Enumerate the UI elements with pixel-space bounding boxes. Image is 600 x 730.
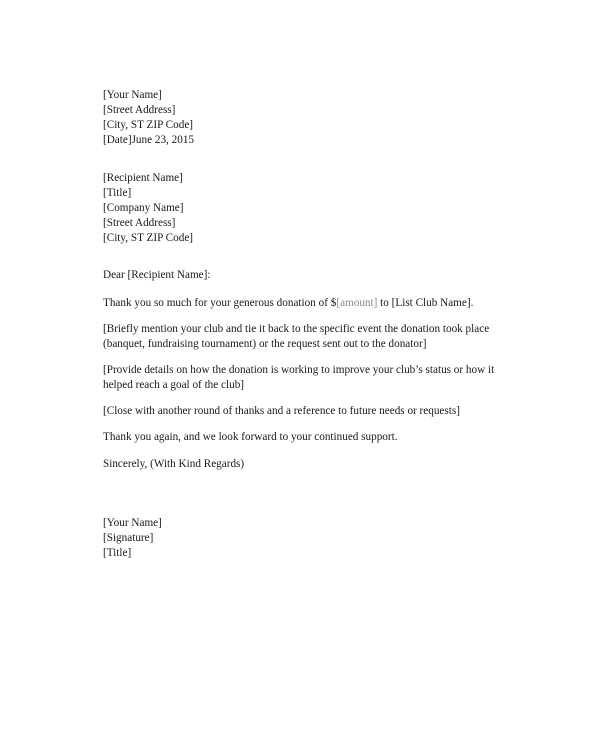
donation-text-after: to [List Club Name]. — [377, 297, 474, 309]
recipient-name: [Recipient Name] — [103, 172, 183, 184]
salutation: Dear [Recipient Name]: — [103, 269, 211, 281]
closing: Sincerely, (With Kind Regards) — [103, 458, 245, 470]
letter-date: [Date]June 23, 2015 — [103, 134, 195, 146]
paragraph-donation-thanks — [103, 296, 473, 311]
signature-line: [Signature] — [103, 532, 154, 544]
sender-name: [Your Name] — [103, 89, 162, 101]
signature-name: [Your Name] — [103, 517, 162, 529]
paragraph-event-line2: (banquet, fundraising tournament) or the request sent out to the donator] — [103, 338, 427, 350]
sender-street: [Street Address] — [103, 104, 176, 116]
recipient-city: [City, ST ZIP Code] — [103, 232, 194, 244]
donation-text-before: Thank you so much for your generous donation of $ — [103, 297, 337, 309]
signature-title: [Title] — [103, 547, 132, 559]
paragraph-event-line1: [Briefly mention your club and tie it back to the specific event the donation took place — [103, 323, 490, 335]
recipient-company: [Company Name] — [103, 202, 184, 214]
paragraph-details-line1: [Provide details on how the donation is working to improve your club’s status or how it — [103, 364, 495, 376]
paragraph-thanks-again: Thank you again, and we look forward to your continued support. — [103, 431, 398, 443]
paragraph-close: [Close with another round of thanks and a reference to future needs or requests] — [103, 405, 460, 417]
paragraph-details-line2: helped reach a goal of the club] — [103, 379, 245, 391]
recipient-title: [Title] — [103, 187, 132, 199]
sender-city: [City, ST ZIP Code] — [103, 119, 194, 131]
donation-amount-field: [amount] — [336, 297, 378, 309]
recipient-street: [Street Address] — [103, 217, 176, 229]
